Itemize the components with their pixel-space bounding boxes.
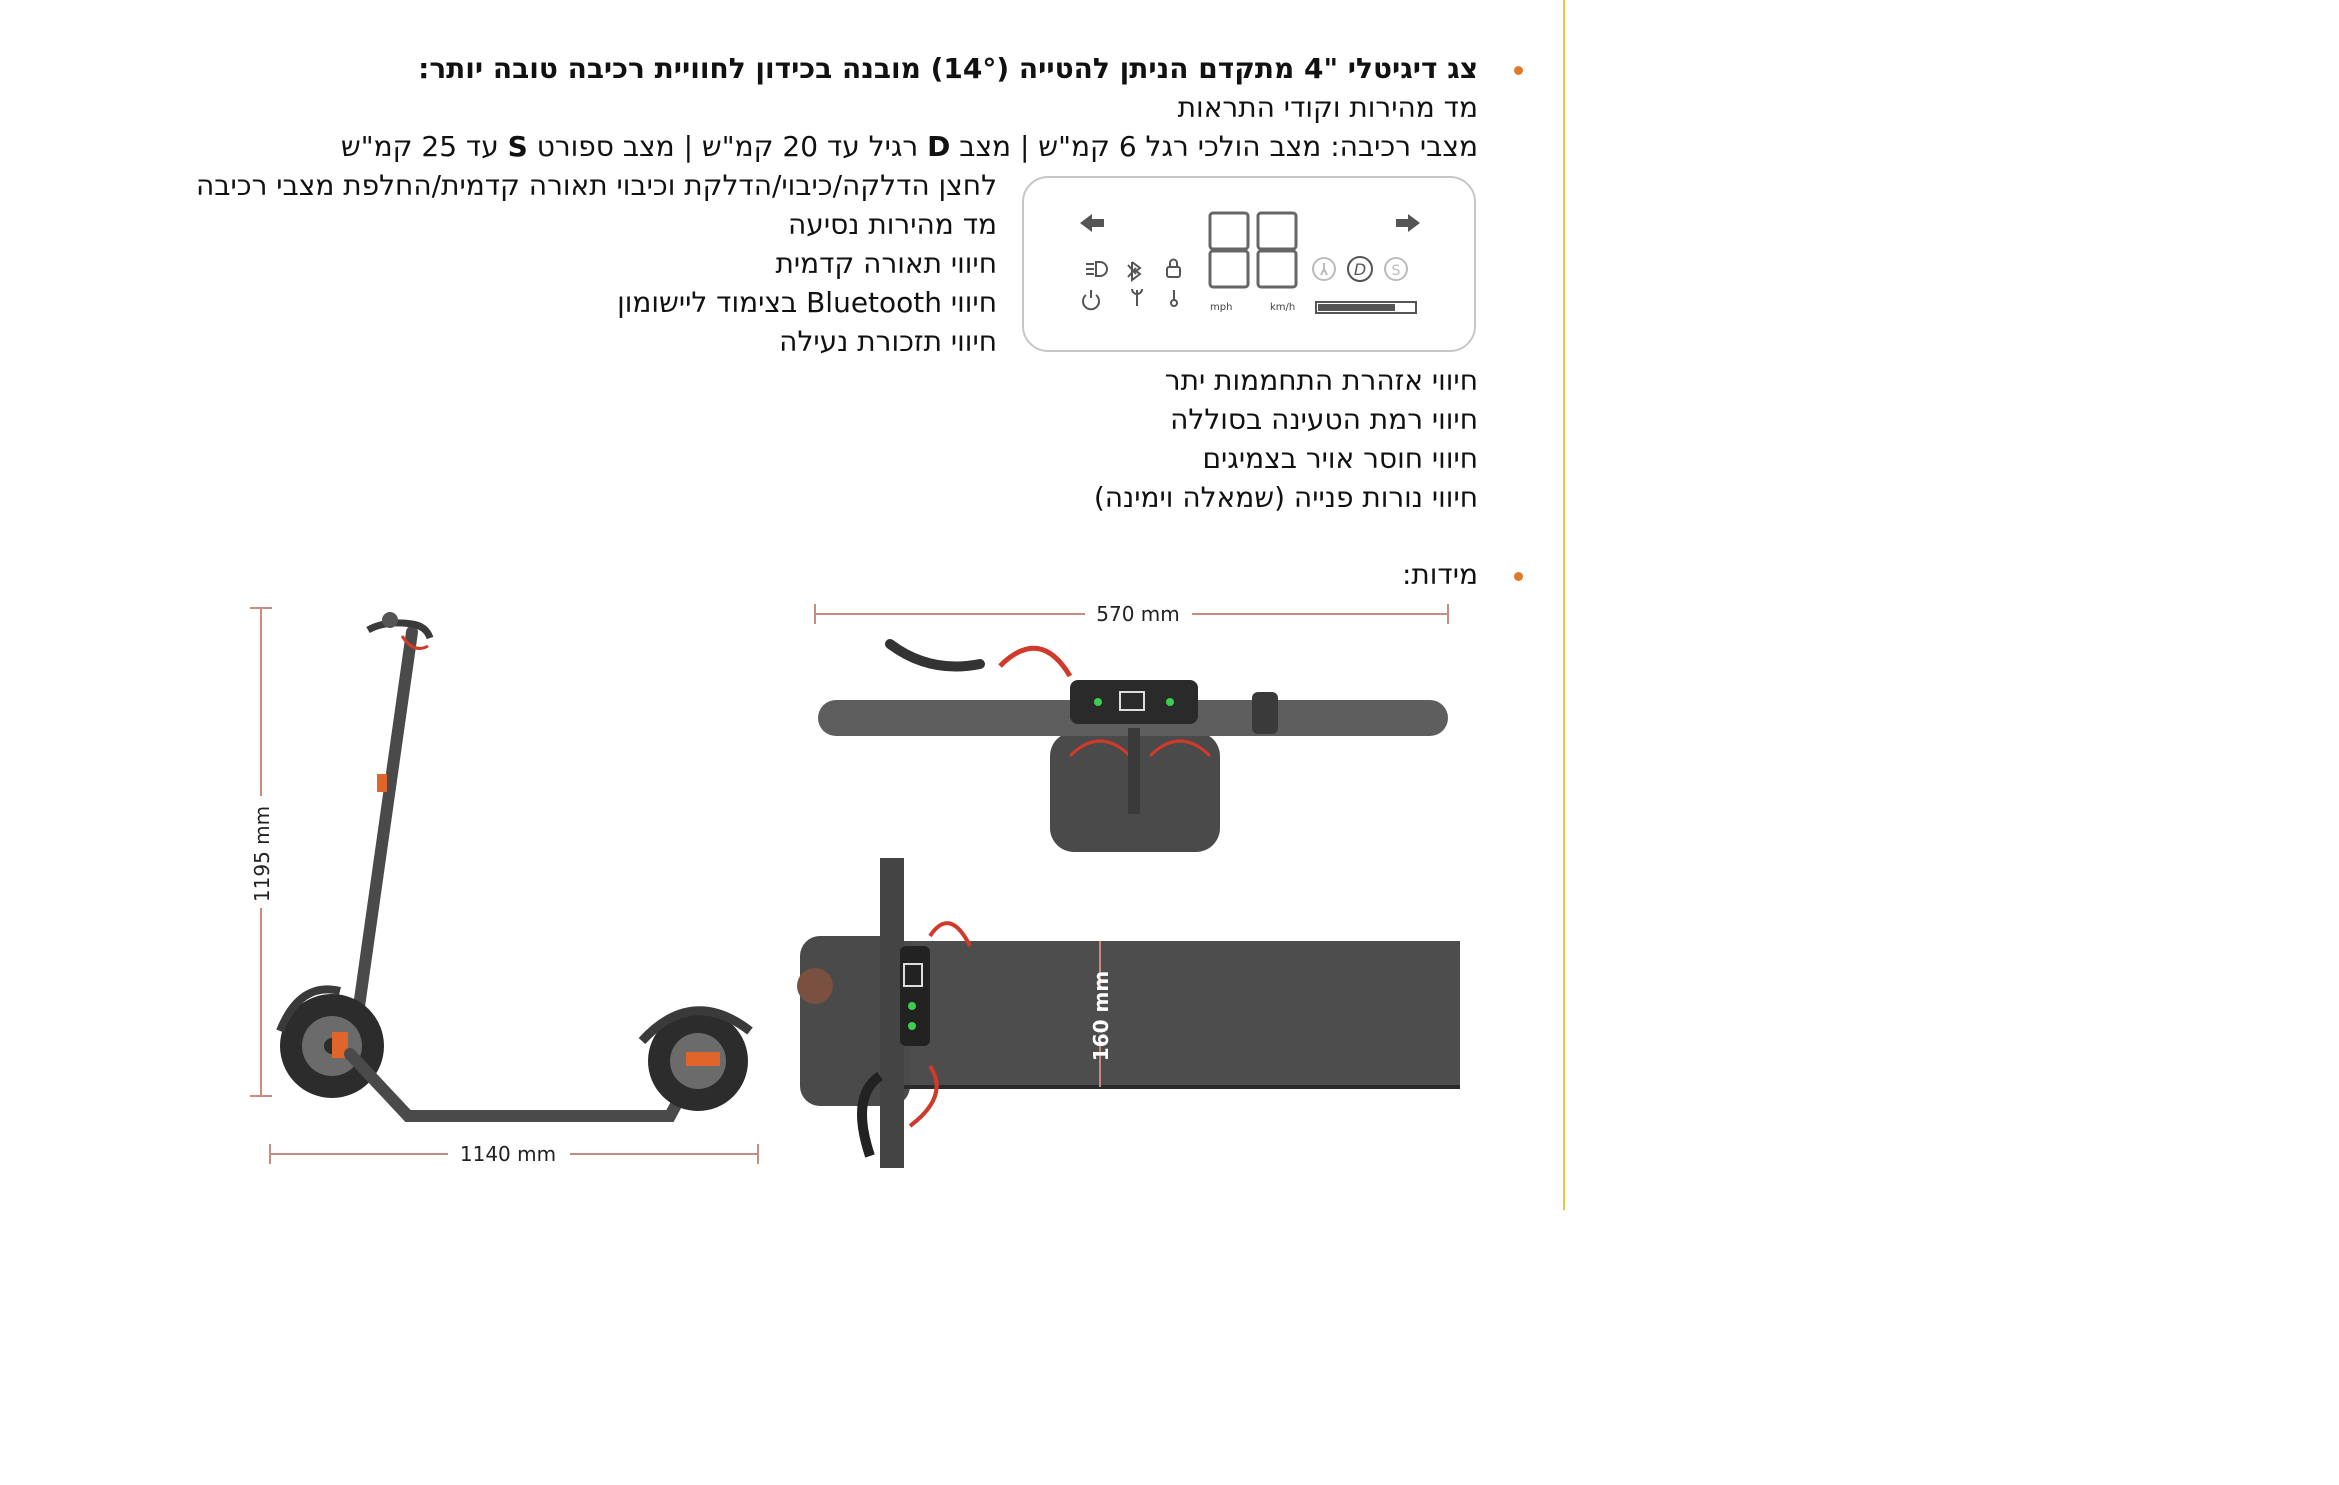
- mode-d-icon: [1348, 257, 1372, 281]
- temperature-icon: [1171, 290, 1177, 306]
- battery-indicator: [1316, 302, 1416, 313]
- mode-s-icon: [1385, 258, 1407, 280]
- side-item-lock: חיווי תזכורת נעילה: [779, 325, 997, 358]
- unit-kmh: km/h: [1270, 302, 1296, 313]
- tire-pressure-wrench-icon: [1132, 289, 1142, 306]
- deck-top-view: [797, 858, 1460, 1168]
- lcd-panel: [1022, 176, 1476, 352]
- bullet-dimensions: [1514, 572, 1523, 581]
- deck-width-label: 160 mm: [1089, 970, 1113, 1062]
- mode-s-label: S: [507, 130, 528, 163]
- dimensions-figure: [240, 596, 1480, 1176]
- side-item-power: לחצן הדלקה/כיבוי/הדלקת וכיבוי תאורה קדמית/החלפת מצבי רכיבה: [196, 169, 997, 202]
- turn-right-arrow-icon: [1396, 214, 1420, 232]
- power-icon: [1083, 290, 1099, 309]
- bullet-display: [1514, 66, 1523, 75]
- scooter-side-view: [280, 612, 750, 1116]
- bottom-item-tire: חיווי חוסר אויר בצמיגים: [1202, 442, 1478, 475]
- lock-icon: [1167, 260, 1180, 278]
- bottom-item-turn-signals: חיווי נורות פנייה (שמאלה וימינה): [1093, 481, 1478, 514]
- lcd-mode-s: S: [1391, 263, 1401, 279]
- speed-digits: [1210, 213, 1296, 287]
- lcd-mode-d: D: [1353, 260, 1367, 279]
- column-divider: [1563, 0, 1565, 1210]
- side-item-light: חיווי תאורה קדמית: [775, 247, 997, 280]
- side-item-bluetooth: חיווי Bluetooth בצימוד ליישומון: [617, 286, 997, 319]
- pedestrian-mode-icon: [1313, 258, 1335, 280]
- modes-mid: רגיל עד 20 קמ"ש | מצב ספורט: [527, 130, 928, 163]
- bluetooth-icon: [1128, 262, 1140, 280]
- handlebar-width-label: 570 mm: [1096, 602, 1180, 626]
- headlight-icon: [1086, 262, 1107, 276]
- dimensions-heading: מידות:: [1401, 558, 1478, 591]
- modes-suffix: עד 25 קמ"ש: [340, 130, 508, 163]
- side-item-speed: מד מהירות נסיעה: [788, 208, 997, 241]
- unit-mph: mph: [1210, 302, 1233, 313]
- height-label: 1195 mm: [250, 805, 274, 903]
- dimensions-svg: [240, 596, 1480, 1176]
- handlebar-front-view: [818, 644, 1448, 852]
- bottom-item-overheat: חיווי אזהרת התחממות יתר: [1164, 364, 1478, 397]
- bottom-item-battery: חיווי רמת הטעינה בסוללה: [1170, 403, 1478, 436]
- speed-line: מד מהירות וקודי התראות: [1177, 91, 1478, 124]
- lcd-svg: [1024, 178, 1474, 350]
- modes-prefix: מצבי רכיבה: מצב הולכי רגל 6 קמ"ש | מצב: [950, 130, 1478, 163]
- mode-d-label: D: [927, 130, 951, 163]
- turn-left-arrow-icon: [1080, 214, 1104, 232]
- length-label: 1140 mm: [459, 1142, 557, 1166]
- display-heading: צג דיגיטלי "4 מתקדם הניתן להטייה (14°) מובנה בכידון לחוויית רכיבה טובה יותר:: [418, 52, 1478, 85]
- riding-modes-line: [341, 128, 1478, 166]
